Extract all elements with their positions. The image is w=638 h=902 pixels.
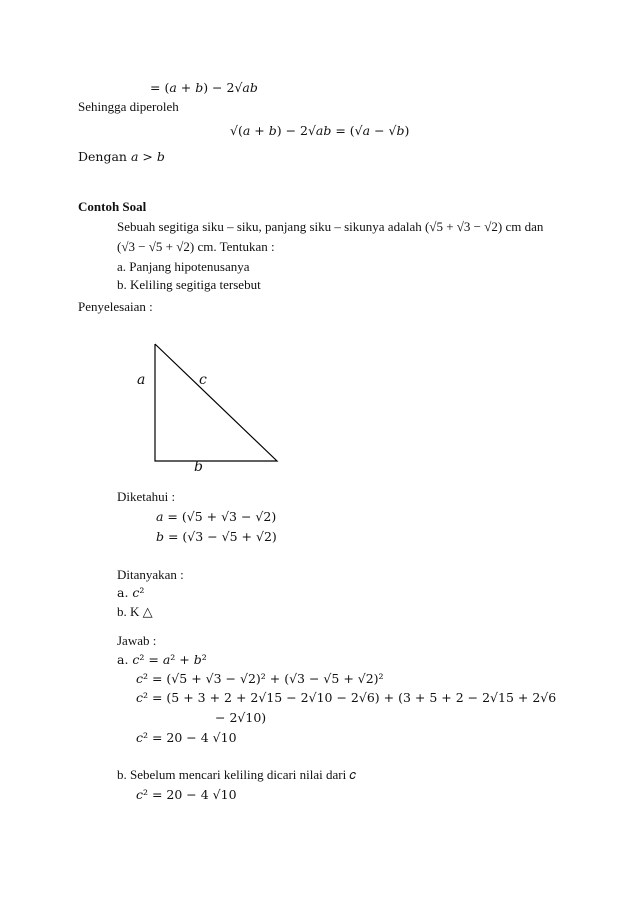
triangle-outline <box>155 344 277 461</box>
question-text: Sebuah segitiga siku – siku, panjang siku – sikunya adalah (√5 + √3 − √2) cm dan <box>117 219 544 234</box>
side-label-c: 𝑐 <box>199 372 207 388</box>
text-line: b. Sebelum mencari keliling dicari nilai dari 𝑐 <box>117 767 357 782</box>
equation-line: 𝑏 = (√3 − √5 + √2) <box>156 529 277 544</box>
equation-line: a. 𝑐² = 𝑎² + 𝑏² <box>117 652 207 667</box>
equation-line: 𝑎 = (√5 + √3 − √2) <box>156 509 277 524</box>
asked-item-a: a. 𝑐² <box>117 585 145 600</box>
section-heading: Contoh Soal <box>78 199 147 214</box>
answer-heading: Jawab : <box>117 633 157 648</box>
equation-line: 𝑐² = 20 − 4 √10 <box>136 787 237 802</box>
equation-line: 𝑐² = (√5 + √3 − √2)² + (√3 − √5 + √2)² <box>136 671 384 686</box>
equation-line: = (𝑎 + 𝑏) − 2√𝑎𝑏 <box>150 80 258 95</box>
equation-line: √(𝑎 + 𝑏) − 2√𝑎𝑏 = (√𝑎 − √𝑏) <box>230 123 410 138</box>
equation-line: 𝑐² = 20 − 4 √10 <box>136 730 237 745</box>
asked-item-b: b. K △ <box>117 604 153 619</box>
equation-line: − 2√10) <box>215 710 267 725</box>
question-text: (√3 − √5 + √2) cm. Tentukan : <box>117 239 275 254</box>
known-heading: Diketahui : <box>117 489 176 504</box>
question-item-b: b. Keliling segitiga tersebut <box>117 277 261 292</box>
text-line: Sehingga diperoleh <box>78 99 179 114</box>
question-item-a: a. Panjang hipotenusanya <box>117 259 250 274</box>
side-label-b: 𝑏 <box>194 459 203 475</box>
asked-heading: Ditanyakan : <box>117 567 184 582</box>
equation-line: 𝑐² = (5 + 3 + 2 + 2√15 − 2√10 − 2√6) + (3 + 5 + 2 − 2√15 + 2√6 <box>136 690 557 705</box>
side-label-a: 𝑎 <box>137 372 146 388</box>
text-line: Dengan 𝑎 > 𝑏 <box>78 149 165 164</box>
solution-heading: Penyelesaian : <box>78 299 153 314</box>
